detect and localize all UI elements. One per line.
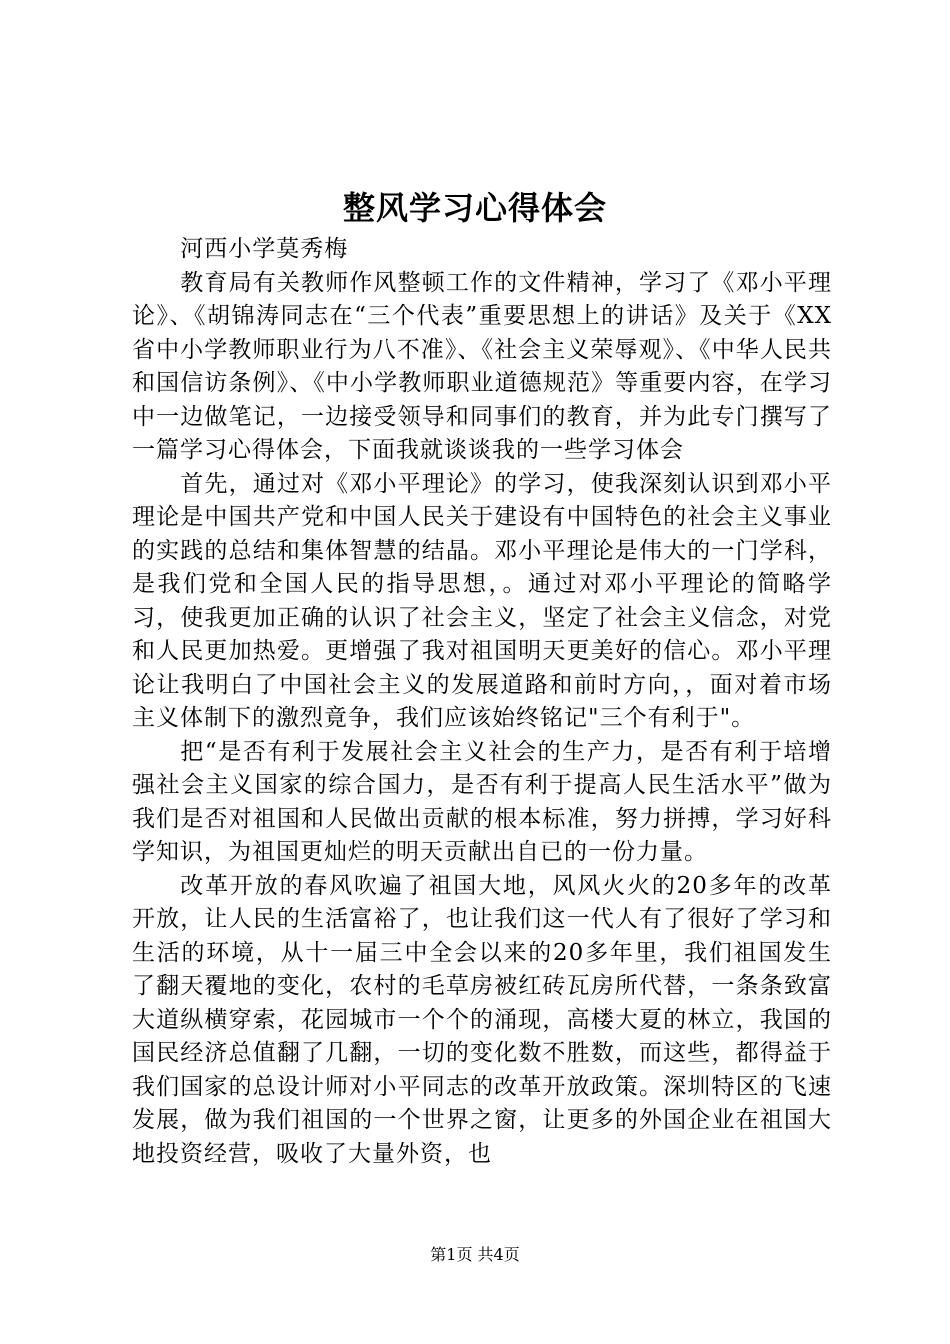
paragraph-3: 把“是否有利于发展社会主义社会的生产力，是否有利于培增强社会主义国家的综合国力，是否有利于提高人民生活水平”做为我们是否对祖国和人民做出贡献的根本标准，努力拼搏，学习好科学知识，为祖国更灿烂的明天贡献出自已的一份力量。 bbox=[132, 738, 832, 865]
paragraph-4: 改革开放的春风吹遍了祖国大地，风风火火的20多年的改革开放，让人民的生活富裕了，也让我们这一代人有了很好了学习和生活的环境，从十一届三中全会以来的20多年里，我们祖国发生了翻天覆地的变化，农村的毛草房被红砖瓦房所代替，一条条致富大道纵横穿索，花园城市一个个的涌现，高楼大夏的林立，我国的国民经济总值翻了几翻，一切的变化数不胜数，而这些，都得益于我们国家的总设计师对小平同志的改革开放政策。深圳特区的飞速发展，做为我们祖国的一个世界之窗，让更多的外国企业在祖国大地投资经营，吸收了大量外资，也 bbox=[132, 872, 832, 1167]
author-line: 河西小学莫秀梅 bbox=[180, 236, 349, 262]
paragraph-2: 首先，通过对《邓小平理论》的学习，使我深刻认识到邓小平理论是中国共产党和中国人民关于建设有中国特色的社会主义事业的实践的总结和集体智慧的结晶。邓小平理论是伟大的一门学科，是我们党和全国人民的指导思想，。通过对邓小平理论的简略学习，使我更加正确的认识了社会主义，坚定了社会主义信念，对党和人民更加热爱。更增强了我对祖国明天更美好的信心。邓小平理论让我明白了中国社会主义的发展道路和前时方向，，面对着市场主义体制下的激烈竟争，我们应该始终铭记"三个有利于"。 bbox=[132, 470, 832, 731]
page-number-footer: 第1页 共4页 bbox=[430, 1245, 520, 1264]
document-title: 整风学习心得体会 bbox=[342, 189, 607, 227]
paragraph-1: 教育局有关教师作风整顿工作的文件精神，学习了《邓小平理论》、《胡锦涛同志在“三个代表”重要思想上的讲话》及关于《XX省中小学教师职业行为八不准》、《社会主义荣辱观》、《中华人民共和国信访条例》、《中小学教师职业道德规范》等重要内容，在学习中一边做笔记，一边接受领导和同事们的教育，并为此专门撰写了一篇学习心得体会，下面我就谈谈我的一些学习体会 bbox=[132, 269, 832, 463]
document-body bbox=[132, 233, 832, 1171]
